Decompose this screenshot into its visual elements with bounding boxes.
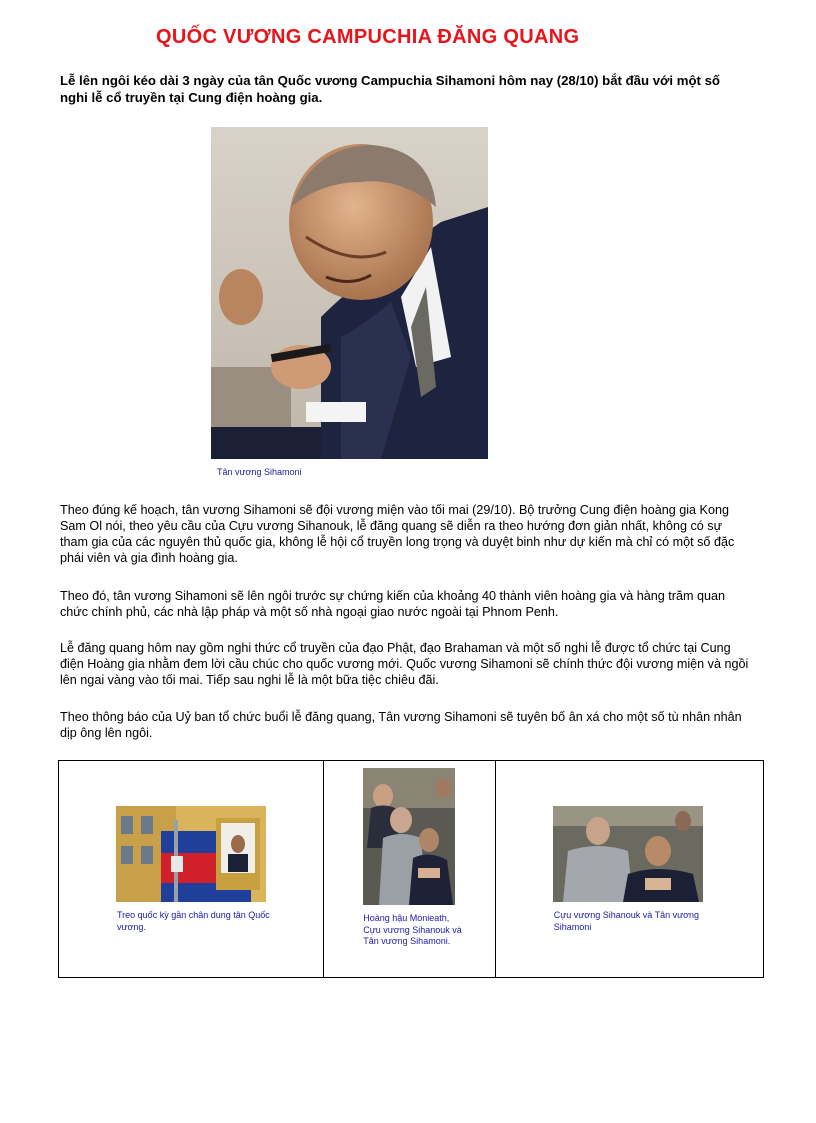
main-photo-caption: Tân vương Sihamoni — [217, 467, 302, 477]
gallery-cell — [495, 761, 763, 978]
gallery-caption: Treo quốc kỳ gần chân dung tân Quốc vương. — [117, 910, 270, 932]
article-lead: Lễ lên ngôi kéo dài 3 ngày của tân Quốc vương Campuchia Sihamoni hôm nay (28/10) bắt đầu với một số nghi lễ cổ truyền tại Cung điện hoàng gia. — [60, 73, 720, 105]
main-photo-sihamoni — [211, 127, 488, 459]
royal-family-photo — [363, 768, 455, 905]
paragraph: Theo thông báo của Uỷ ban tổ chức buổi lễ đăng quang, Tân vương Sihamoni sẽ tuyên bố ân xá cho một số tù nhân nhân dịp ông lên ngôi. — [60, 710, 742, 740]
gallery-cell — [324, 761, 496, 978]
gallery-caption: Cựu vương Sihanouk và Tân vương Sihamoni — [553, 910, 700, 932]
gallery-cell — [59, 761, 324, 978]
gallery-caption: Hoàng hậu Monieath, Cựu vương Sihanouk và Tân vương Sihamoni. — [363, 913, 462, 946]
sihanouk-sihamoni-photo — [553, 806, 703, 902]
paragraph: Theo đúng kế hoạch, tân vương Sihamoni sẽ đội vương miện vào tối mai (29/10). Bộ trưởng Cung điện hoàng gia Kong Sam Ol nói, theo yêu cầu của Cựu vương Sihanouk, lễ đăng quang sẽ diễn ra theo hướng đơn giản nhất, không có sự tham gia của các nguyên thủ quốc gia, không lễ hội cổ truyền long trọng và duyệt binh như dự kiến mà chỉ có một số đặc phái viên và gia đình hoàng gia. — [60, 503, 735, 565]
paragraph: Lễ đăng quang hôm nay gồm nghi thức cổ truyền của đạo Phật, đạo Brahaman và một số nghi lễ được tổ chức tại Cung điện Hoàng gia nhằm đem lời cầu chúc cho quốc vương mới. Quốc vương Sihamoni sẽ chính thức đội vương miện và ngồi lên ngai vàng vào tối mai. Tiếp sau nghi lễ là một bữa tiệc chiêu đãi. — [60, 641, 749, 687]
paragraph: Theo đó, tân vương Sihamoni sẽ lên ngôi trước sự chứng kiến của khoảng 40 thành viên hoàng gia và hàng trăm quan chức chính phủ, các nhà lập pháp và một số nhà ngoại giao nước ngoài tại Phnom Penh. — [60, 589, 725, 619]
article-title: QUỐC VƯƠNG CAMPUCHIA ĐĂNG QUANG — [156, 26, 580, 48]
photo-gallery-table — [58, 760, 764, 978]
flag-portrait-photo — [116, 806, 266, 902]
